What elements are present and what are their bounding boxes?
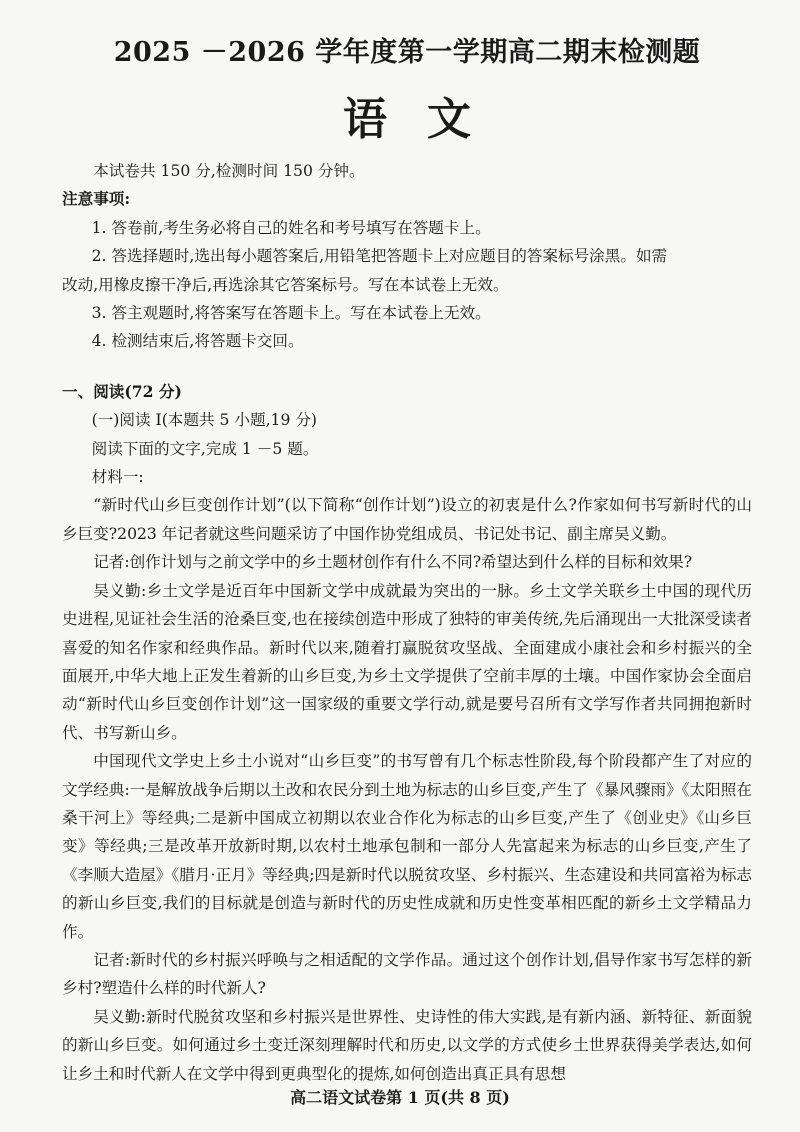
section-heading: 一、阅读(72 分) [62,381,182,401]
exam-title: 2025 －2026 学年度第一学期高二期末检测题 [113,37,701,68]
paragraph: 中国现代文学史上乡土小说对“山乡巨变”的书写曾有几个标志性阶段,每个阶段都产生了对应的文学经典:一是解放战争后期以土改和农民分到土地为标志的山乡巨变,产生了《暴风骤雨》《太阳照在桑干河上》等经典;二是新中国成立初期以农业合作化为标志的山乡巨变,产生了《创业史》《山乡巨变》等经典;三是改革开放新时期,以农村土地承包制和一部分人先富起来为标志的山乡巨变,产生了《李顺大造屋》《腊月·正月》等经典;四是新时代以脱贫攻坚、乡村振兴、生态建设和共同富裕为标志的新山乡巨变,我们的目标就是创造与新时代的历史性成就和历史性变革相匹配的新乡土文学精品力作。 [62,752,752,941]
paragraph: “新时代山乡巨变创作计划”(以下简称“创作计划”)设立的初衷是什么?作家如何书写新时代的山乡巨变?2023 年记者就这些问题采访了中国作协党组成员、书记处书记、副主席吴义勤。 [62,496,752,543]
paragraph: 记者:新时代的乡村振兴呼唤与之相适配的文学作品。通过这个创作计划,倡导作家书写怎样的新乡村?塑造什么样的时代新人? [62,950,752,998]
material-label: 材料一: [91,468,144,487]
subject-title: 语文 [343,94,511,145]
exam-intro: 本试卷共 150 分,检测时间 150 分钟。 [93,162,365,180]
paragraph: 吴义勤:乡土文学是近百年中国新文学中成就最为突出的一脉。乡土文学关联乡土中国的现代历史进程,见证社会生活的沧桑巨变,也在接续创造中形成了独特的审美传统,先后涌现出一大批深受读者喜爱的知名作家和经典作品。新时代以来,随着打赢脱贫攻坚战、全面建成小康社会和乡村振兴的全面展开,中华大地上正发生着新的山乡巨变,为乡土文学提供了空前丰厚的土壤。中国作家协会全面启动“新时代山乡巨变创作计划”这一国家级的重要文学行动,就是要号召所有文学写作者共同拥抱新时代、书写新山乡。 [62,581,752,742]
notice-item-4: 4. 检测结束后,将答题卡交回。 [91,332,304,351]
notice-item-3: 3. 答主观题时,将答案写在答题卡上。写在本试卷上无效。 [91,304,491,323]
notice-item-1: 1. 答卷前,考生务必将自己的姓名和考号填写在答题卡上。 [91,218,491,237]
paragraph: 记者:创作计划与之前文学中的乡土题材创作有什么不同?希望达到什么样的目标和效果? [93,553,693,572]
part-heading: (一)阅读 Ⅰ(本题共 5 小题,19 分) [91,411,318,430]
notice-item-2-continued: 改动,用橡皮擦干净后,再选涂其它答案标号。写在本试卷上无效。 [62,275,509,294]
reading-instruction: 阅读下面的文字,完成 1 －5 题。 [91,439,319,458]
notice-item-2: 2. 答选择题时,选出每小题答案后,用铅笔把答题卡上对应题目的答案标号涂黑。如需 [91,247,668,266]
paragraph: 吴义勤:新时代脱贫攻坚和乡村振兴是世界性、史诗性的伟大实践,是有新内涵、新特征、新面貌的新山乡巨变。如何通过乡土变迁深刻理解时代和历史,以文学的方式使乡土世界获得美学表达,如何让乡土和时代新人在文学中得到更典型化的提炼,如何创造出真正具有思想 [62,1007,752,1083]
page-footer: 高二语文试卷第 1 页(共 8 页) [290,1088,510,1107]
notice-heading: 注意事项: [62,189,131,209]
